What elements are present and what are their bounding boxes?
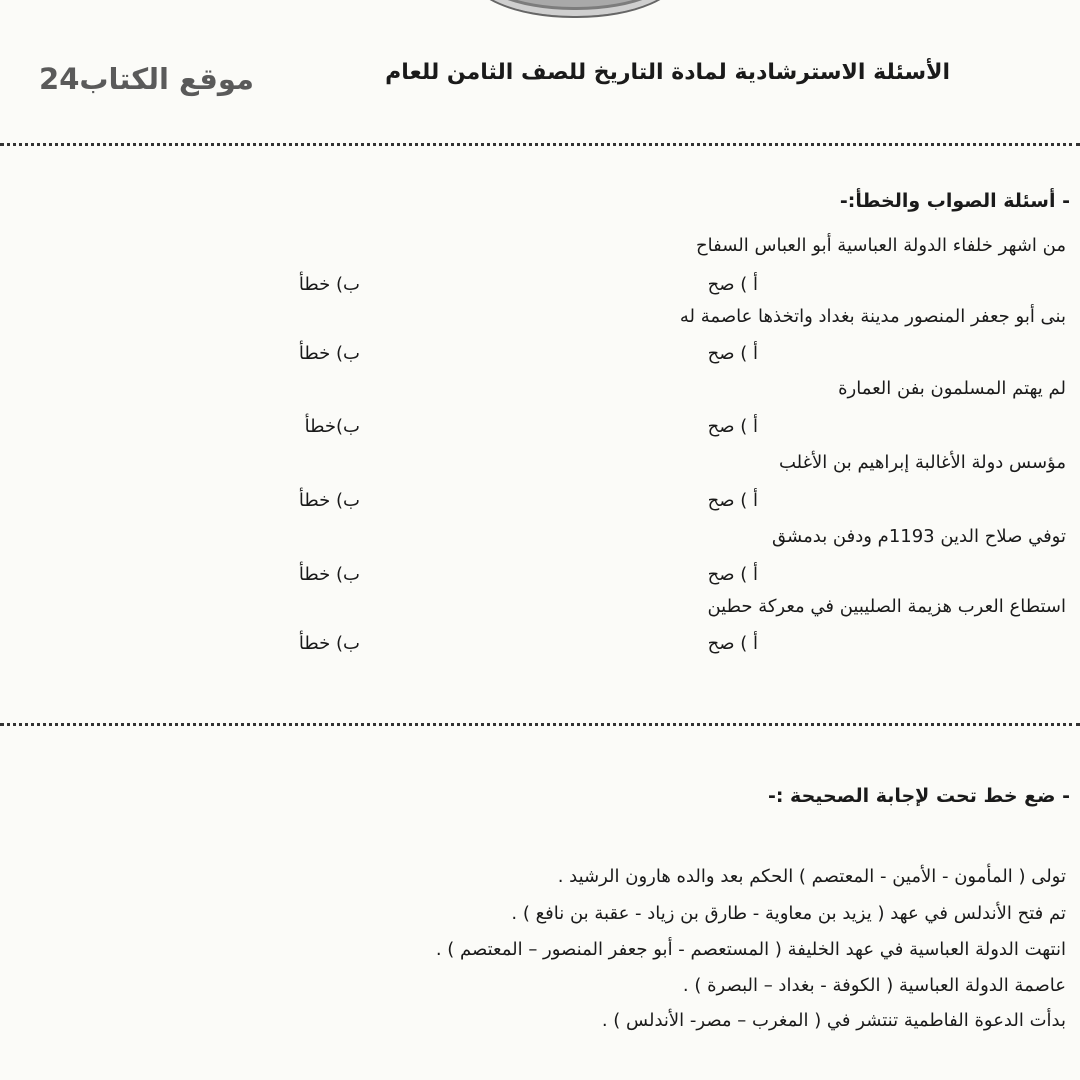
mc-question: عاصمة الدولة العباسية ( الكوفة - بغداد – البصرة ) . [682, 975, 1066, 996]
tf-option-false[interactable]: ب)خطأ [304, 416, 360, 437]
tf-question: لم يهتم المسلمون بفن العمارة [838, 378, 1066, 399]
tf-option-false[interactable]: ب) خطأ [298, 633, 360, 654]
mc-question: تولى ( المأمون - الأمين - المعتصم ) الحكم بعد والده هارون الرشيد . [557, 866, 1066, 887]
tf-question: بنى أبو جعفر المنصور مدينة بغداد واتخذها عاصمة له [679, 306, 1066, 327]
tf-option-true[interactable]: أ ) صح [707, 416, 758, 437]
multiple-choice-section-title: - ضع خط تحت لإجابة الصحيحة :- [767, 785, 1070, 807]
tf-question: مؤسس دولة الأغالبة إبراهيم بن الأغلب [778, 452, 1066, 473]
true-false-section-title: - أسئلة الصواب والخطأ:- [839, 190, 1070, 212]
mc-question: انتهت الدولة العباسية في عهد الخليفة ( المستعصم - أبو جعفر المنصور – المعتصم ) . [435, 939, 1066, 960]
tf-option-false[interactable]: ب) خطأ [298, 564, 360, 585]
tf-option-false[interactable]: ب) خطأ [298, 490, 360, 511]
tf-option-true[interactable]: أ ) صح [707, 633, 758, 654]
mc-question: بدأت الدعوة الفاطمية تنتشر في ( المغرب – مصر- الأندلس ) . [601, 1010, 1066, 1031]
mc-question: تم فتح الأندلس في عهد ( يزيد بن معاوية - طارق بن زياد - عقبة بن نافع ) . [511, 903, 1066, 924]
page-title: الأسئلة الاسترشادية لمادة التاريخ للصف الثامن للعام [385, 60, 950, 85]
tf-question: توفي صلاح الدين 1193م ودفن بدمشق [772, 526, 1066, 547]
emblem-seal-image [468, 0, 682, 18]
tf-option-true[interactable]: أ ) صح [707, 274, 758, 295]
site-watermark-logo: موقع الكتاب24 [39, 62, 254, 96]
dotted-divider-top [0, 143, 1080, 146]
tf-option-true[interactable]: أ ) صح [707, 343, 758, 364]
dotted-divider-middle [0, 723, 1080, 726]
tf-option-false[interactable]: ب) خطأ [298, 274, 360, 295]
tf-option-false[interactable]: ب) خطأ [298, 343, 360, 364]
tf-question: استطاع العرب هزيمة الصليبين في معركة حطين [707, 596, 1066, 617]
tf-option-true[interactable]: أ ) صح [707, 490, 758, 511]
tf-option-true[interactable]: أ ) صح [707, 564, 758, 585]
tf-question: من اشهر خلفاء الدولة العباسية أبو العباس السفاح [696, 235, 1066, 256]
